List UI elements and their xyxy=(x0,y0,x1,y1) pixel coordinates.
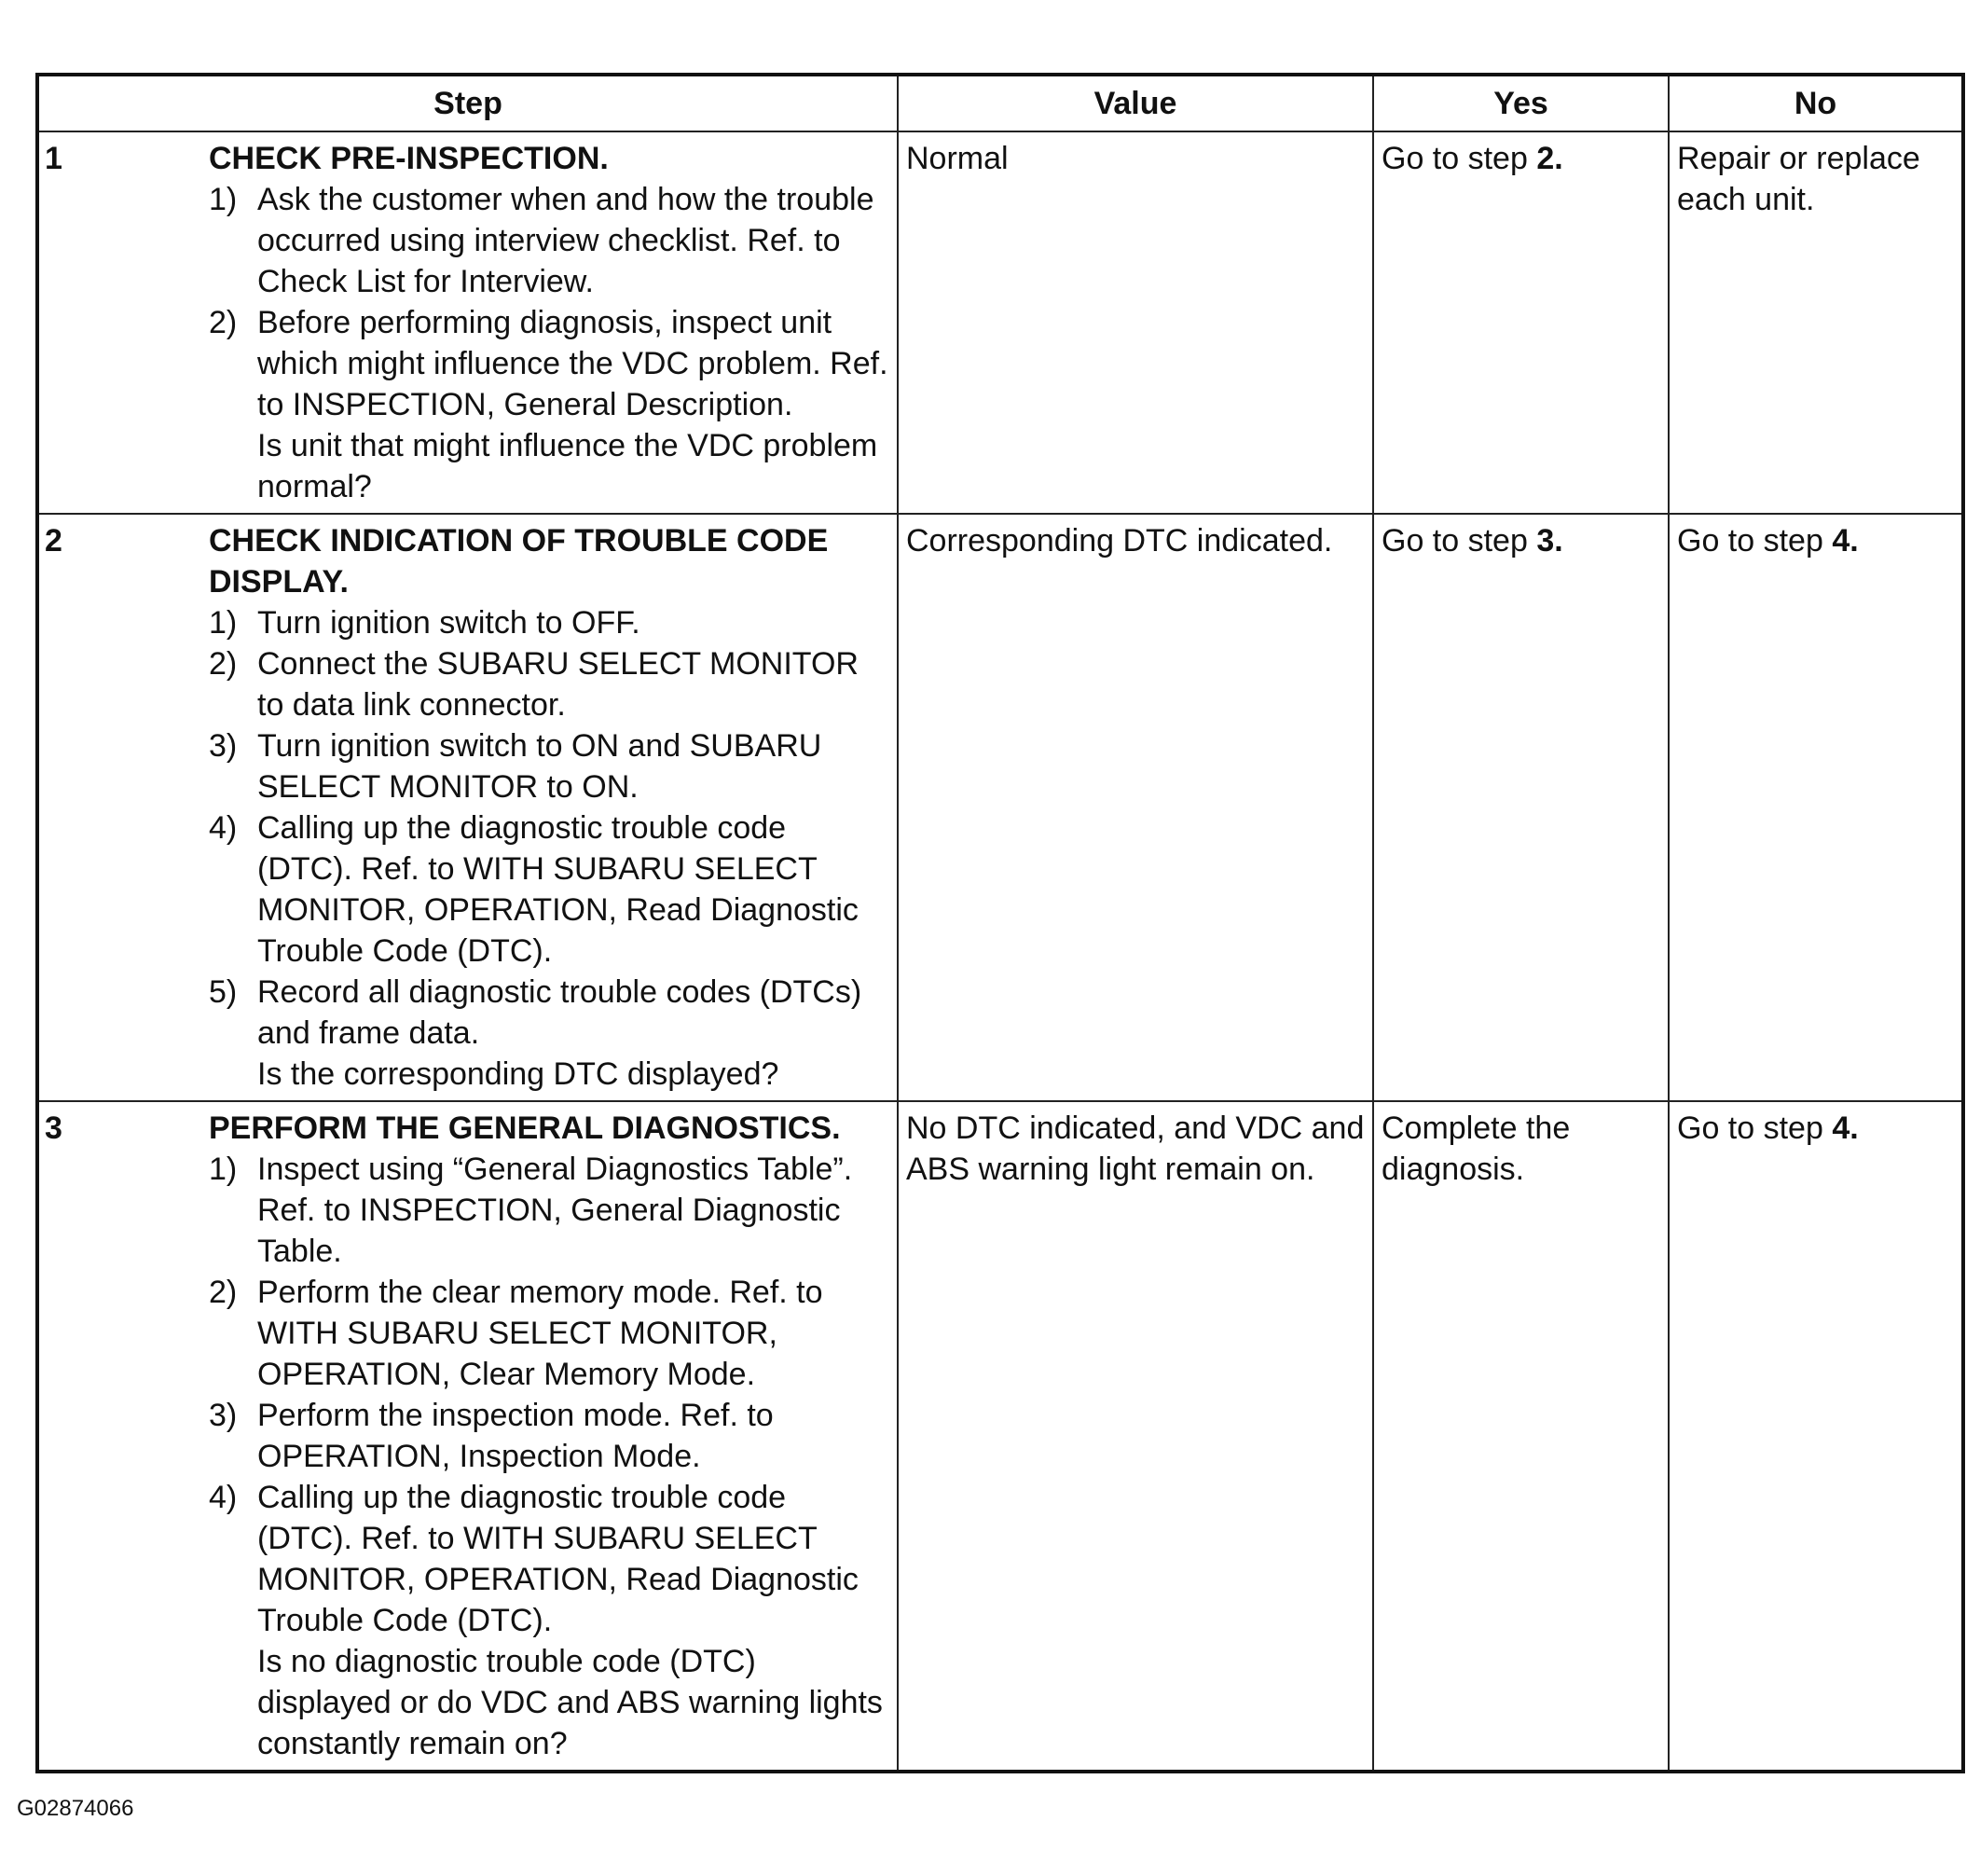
yes-text: Go to step xyxy=(1382,523,1537,559)
yes-text: Complete the diagnosis. xyxy=(1382,1110,1571,1187)
substep-text: Turn ignition switch to OFF. xyxy=(257,605,640,641)
no-text: Go to step xyxy=(1677,523,1833,559)
substep-number: 1) xyxy=(209,182,238,217)
value-cell: Corresponding DTC indicated. xyxy=(898,514,1373,1101)
step-body xyxy=(209,1108,889,1764)
substep-number: 1) xyxy=(209,1152,238,1187)
substep xyxy=(209,725,889,807)
yes-cell xyxy=(1373,514,1669,1101)
no-step-ref: 4. xyxy=(1832,1110,1859,1146)
yes-text: Go to step xyxy=(1382,141,1537,176)
substep-number: 3) xyxy=(209,728,238,764)
substep xyxy=(209,602,889,643)
value-cell: Normal xyxy=(898,131,1373,514)
substep xyxy=(209,179,889,302)
substep xyxy=(209,643,889,725)
no-step-ref: 4. xyxy=(1832,523,1859,559)
header-step: Step xyxy=(37,75,898,131)
no-cell xyxy=(1669,131,1963,514)
table-row xyxy=(37,1101,1963,1772)
value-cell: No DTC indicated, and VDC and ABS warning light remain on. xyxy=(898,1101,1373,1772)
substep xyxy=(209,1395,889,1477)
step-body xyxy=(209,520,889,1095)
substep-text: Calling up the diagnostic trouble code (DTC). Ref. to WITH SUBARU SELECT MONITOR, OPERATION, Read Diagnostic Trouble Code (DTC). xyxy=(257,1480,859,1638)
substep xyxy=(209,1477,889,1641)
figure-id: G02874066 xyxy=(17,1796,134,1821)
substep xyxy=(209,1149,889,1272)
substep-text: Inspect using “General Diagnostics Table”. Ref. to INSPECTION, General Diagnostic Table. xyxy=(257,1152,853,1269)
substep-number: 1) xyxy=(209,605,238,641)
yes-step-ref: 2. xyxy=(1536,141,1563,176)
header-yes: Yes xyxy=(1373,75,1669,131)
no-text: Repair or replace each unit. xyxy=(1677,141,1920,217)
step-body xyxy=(209,138,889,507)
no-text: Go to step xyxy=(1677,1110,1833,1146)
table-row xyxy=(37,131,1963,514)
yes-step-ref: 3. xyxy=(1536,523,1563,559)
header-value: Value xyxy=(898,75,1373,131)
substep-number: 2) xyxy=(209,305,238,340)
substep-number: 2) xyxy=(209,646,238,682)
substep-text: Connect the SUBARU SELECT MONITOR to data link connector. xyxy=(257,646,859,723)
substep xyxy=(209,972,889,1054)
no-cell xyxy=(1669,1101,1963,1772)
step-number: 1 xyxy=(45,141,62,176)
table-header-row xyxy=(37,75,1963,131)
step-title: CHECK PRE-INSPECTION. xyxy=(209,141,609,176)
step-cell xyxy=(37,514,898,1101)
substep-number: 2) xyxy=(209,1275,238,1310)
substep xyxy=(209,1272,889,1395)
step-title: PERFORM THE GENERAL DIAGNOSTICS. xyxy=(209,1110,841,1146)
step-number: 2 xyxy=(45,523,62,559)
no-cell xyxy=(1669,514,1963,1101)
substep-text: Turn ignition switch to ON and SUBARU SELECT MONITOR to ON. xyxy=(257,728,822,805)
substep-text: Perform the clear memory mode. Ref. to WITH SUBARU SELECT MONITOR, OPERATION, Clear Memory Mode. xyxy=(257,1275,823,1392)
step-question: Is no diagnostic trouble code (DTC) displayed or do VDC and ABS warning lights constantly remain on? xyxy=(257,1644,883,1761)
yes-cell xyxy=(1373,131,1669,514)
substep-number: 4) xyxy=(209,810,238,846)
substep-number: 4) xyxy=(209,1480,238,1515)
substep-text: Calling up the diagnostic trouble code (DTC). Ref. to WITH SUBARU SELECT MONITOR, OPERATION, Read Diagnostic Trouble Code (DTC). xyxy=(257,810,859,969)
step-question: Is the corresponding DTC displayed? xyxy=(257,1056,779,1092)
step-title: CHECK INDICATION OF TROUBLE CODE DISPLAY. xyxy=(209,523,829,600)
substep-text: Ask the customer when and how the trouble occurred using interview checklist. Ref. to Check List for Interview. xyxy=(257,182,874,299)
substep-number: 3) xyxy=(209,1398,238,1433)
step-cell xyxy=(37,131,898,514)
table-row xyxy=(37,514,1963,1101)
step-number: 3 xyxy=(45,1110,62,1146)
yes-cell xyxy=(1373,1101,1669,1772)
substep xyxy=(209,302,889,425)
substep xyxy=(209,807,889,972)
substep-text: Perform the inspection mode. Ref. to OPERATION, Inspection Mode. xyxy=(257,1398,774,1474)
header-no: No xyxy=(1669,75,1963,131)
step-cell xyxy=(37,1101,898,1772)
substep-text: Before performing diagnosis, inspect unit which might influence the VDC problem. Ref. to INSPECTION, General Description. xyxy=(257,305,888,422)
substep-text: Record all diagnostic trouble codes (DTCs) and frame data. xyxy=(257,974,862,1051)
diagnostic-table xyxy=(35,73,1965,1773)
substep-number: 5) xyxy=(209,974,238,1010)
step-question: Is unit that might influence the VDC problem normal? xyxy=(257,428,878,504)
